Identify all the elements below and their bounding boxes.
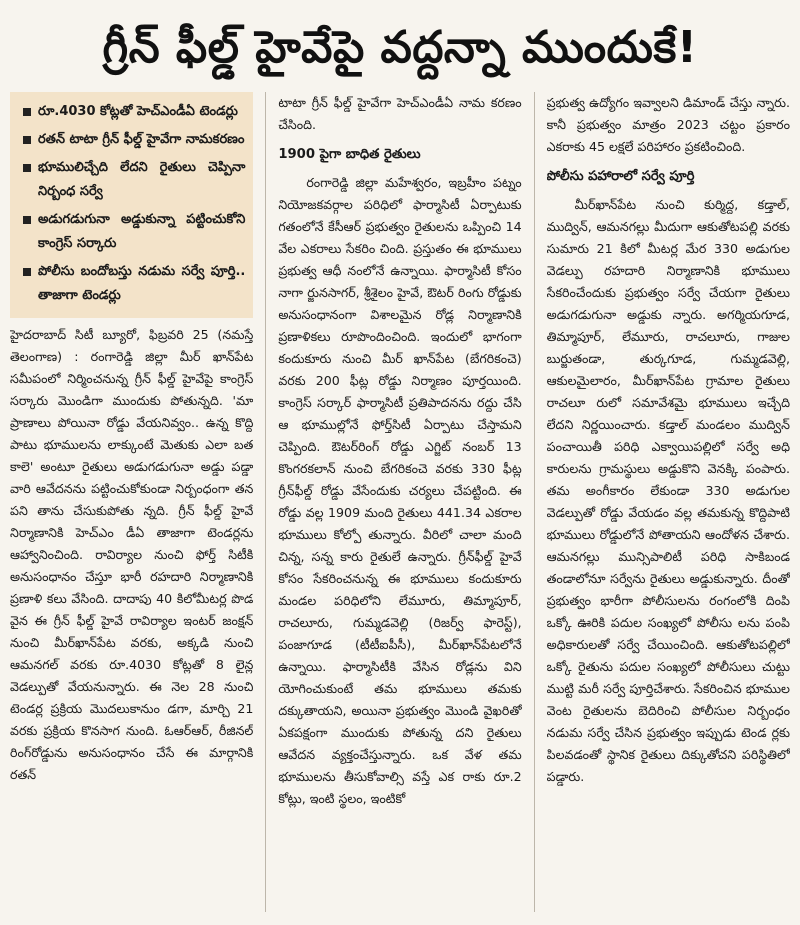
- headline: గ్రీన్ ఫీల్డ్ హైవేపై వద్దన్నా ముందుకే!: [102, 22, 698, 73]
- body-paragraph: రంగారెడ్డి జిల్లా మహేశ్వరం, ఇబ్రహీం పట్నం నియోజకవర్గాల పరిధిలో ఫార్మాసిటీ ఏర్పాటుకు గతంలోనే కేసీఆర్ ప్రభుత్వం రైతులను ఒప్పించి 14 వేల ఎకరాలు సేకరిం చింది. ప్రస్తుతం ఈ భూములు ప్రభుత్వ ఆధీ నంలోనే ఉన్నాయి. ఫార్మాసిటీ కోసం నాగా ర్జునసాగర్, శ్రీశైలం హైవే, ఔటర్ రింగు రోడ్డుకు అనుసంధానంగా విశాలమైన రోడ్ల నిర్మాణానికి ప్రణాళికలు రూపొందించింది. ఇందులో భాగంగా కందుకూరు నుంచి మీర్ ఖాన్‌పేట (బేగరికంచె) వరకు 200 ఫీట్ల రోడ్డు నిర్మాణం పూర్తయింది. కాంగ్రెస్ సర్కార్ ఫార్మాసిటీ ప్రతిపాదనను రద్దు చేసి ఆ భూముల్లోనే ఫోర్త్‌సిటీ ఏర్పాటు చేస్తామని చెప్పింది. ఔటర్‌రింగ్ రోడ్డు ఎగ్జిట్ నంబర్ 13 కొంగరకలాన్ నుంచి బేగరికంచె వరకు 330 ఫీట్ల గ్రీన్‌ఫీల్డ్ రోడ్డు వేసేందుకు చర్యలు చేపట్టింది. ఈ రోడ్డు వల్ల 1909 మంది రైతులు 441.34 ఎకరాల భూములు కోల్పో తున్నారు. వీరిలో చాలా మంది చిన్న, సన్న కారు రైతులే ఉన్నారు. గ్రీన్‌ఫీల్డ్ హైవే కోసం సేకరించనున్న ఈ భూములు కందుకూరు మండల పరిధిలోని లేమూరు, తిమ్మాపూర్, రాచలూరు, గుమ్మడవెల్లి (రిజర్వ్ ఫారెస్ట్), పంజాగూడ (టీటీఐపీసీ), మీర్‌ఖాన్‌పేటలోనే ఉన్నాయి. ఫార్మాసిటీకి వేసిన రోడ్లను విని యోగించుకుంటే తమ భూములు తమకు దక్కుతాయని, అయినా ప్రభుత్వం మొండి వైఖరితో ఏకపక్షంగా ముందుకు పోతున్న దని రైతులు ఆవేదన వ్యక్తంచేస్తున్నారు. ఒక వేళ తమ భూములను తీసుకోవాల్సి వస్తే ఎక రాకు రూ.2 కోట్లు, ఇంటి స్థలం, ఇంటికో: [278, 175, 522, 806]
- summary-list: [20, 100, 245, 308]
- body-paragraph: ప్రభుత్వ ఉద్యోగం ఇవ్వాలని డిమాండ్ చేస్తు న్నారు. కానీ ప్రభుత్వం మాత్రం 2023 చట్టం ప్రకారం ఎకరాకు 45 లక్షలే పరిహారం ప్రకటించింది.: [546, 95, 790, 154]
- summary-item: అడుగడుగునా అడ్డుకున్నా పట్టించుకోని కాంగ్రెస్ సర్కారు: [20, 208, 245, 256]
- summary-item: రూ.4030 కోట్లతో హెచ్ఎండీఏ టెండర్లు: [20, 100, 245, 124]
- summary-item: రతన్ టాటా గ్రీన్ ఫీల్డ్ హైవేగా నామకరణం: [20, 128, 245, 152]
- summary-box: [10, 92, 253, 318]
- column-1: [10, 92, 253, 912]
- column-divider: [534, 92, 535, 912]
- column-2: [278, 92, 521, 912]
- article-columns: [10, 92, 790, 912]
- column-3: [547, 92, 790, 912]
- body-paragraph: టాటా గ్రీన్ ఫీల్డ్ హైవేగా హెచ్ఎండీఏ నామ కరణం చేసింది.: [278, 95, 522, 132]
- summary-item: భూములిచ్చేది లేదని రైతులు చెప్పినా నిర్బంధ సర్వే: [20, 156, 245, 204]
- body-paragraph: హైదరాబాద్ సిటీ బ్యూరో, ఫిబ్రవరి 25 (నమస్తే తెలంగాణ) : రంగారెడ్డి జిల్లా మీర్ ఖాన్‌పేట సమీపంలో నిర్మించనున్న గ్రీన్ ఫీల్డ్ హైవేపై కాంగ్రెస్ సర్కారు మొండిగా ముందుకు పోతున్నది. 'మా ప్రాణాలు పోయినా రోడ్డు వేయనివ్వం.. ఉన్న కొద్ది పాటు భూములను లాక్కుంటే మెతుకు ఎలా బత కాలె' అంటూ రైతులు అడుగడుగునా అడ్డు పడ్డా వారి ఆవేదనను పట్టించుకోకుండా నిర్బంధంగా తన పని తాను చేసుకుపోతు న్నది. గ్రీన్ ఫీల్డ్ హైవే నిర్మాణానికి హెచ్ఎం డీఏ తాజాగా టెండర్లను ఆహ్వానించింది. రావిర్యాల నుంచి ఫోర్త్ సిటీకి అనుసంధానం చేస్తూ భారీ రహదారి నిర్మాణానికి ప్రణాళి కలు వేసింది. దాదాపు 40 కిలోమీటర్ల పొడ వైన ఈ గ్రీన్ ఫీల్డ్ హైవే రావిర్యాల ఇంటర్ జంక్షన్ నుంచి మీర్‌ఖాన్‌పేట వరకు, అక్కడి నుంచి ఆమనగల్ వరకు రూ.4030 కోట్లతో 8 లైన్ల వెడల్పుతో వేయనున్నారు. ఈ నెల 28 నుంచి టెండర్ల ప్రక్రియ మొదలుకానుం డగా, మార్చి 21 వరకు ప్రక్రియ కొనసాగ నుంది. ఓఆర్ఆర్, రీజినల్ రింగ్‌రోడ్డును అనుసంధానం చేసే ఈ మార్గానికి రతన్: [10, 327, 254, 782]
- summary-item: పోలీసు బందోబస్తు నడుమ సర్వే పూర్తి.. తాజాగా టెండర్లు: [20, 260, 245, 308]
- subheading: 1900 పైగా బాధిత రైతులు: [278, 147, 421, 162]
- column-divider: [265, 92, 266, 912]
- body-paragraph: మీర్‌ఖాన్‌పేట నుంచి కుర్మిద్ద, కడ్తాల్, ముద్విన్, ఆమనగల్లు మీదుగా ఆకుతోటపల్లి వరకు సుమారు 21 కిలో మీటర్ల మేర 330 అడుగుల వెడల్పు రహదారి నిర్మాణానికి భూములు సేకరించేందుకు ప్రభుత్వం సర్వే చేయగా రైతులు అడుగడుగునా అడ్డుకు న్నారు. అగర్మియగూడ, తిమ్మాపూర్, లేమూరు, రాచలూరు, గాజుల బుర్జుతండా, తుర్కగూడ, గుమ్మడవెల్లి, ఆకులమైలారం, మీర్‌ఖాన్‌పేట గ్రామాల రైతులు రాచలూ రులో సమావేశమై భూములు ఇచ్చేది లేదని నిర్ణయించారు. కడ్తాల్ మండలం ముద్విన్ పంచాయితీ పరిధి ఎక్వాయిపల్లిలో సర్వే అధి కారులను గ్రామస్థులు అడ్డుకొని వెనక్కి పంపారు. తమ అంగీకారం లేకుండా 330 అడుగుల వెడల్పుతో రోడ్డు వేయడం వల్ల తమకున్న కొద్దిపాటి భూములు రోడ్డులోనే పోతాయని ఆందోళన చేశారు. ఆమనగల్లు మున్సిపాలిటీ పరిధి సాకిబండ తండాలోనూ సర్వేను రైతులు అడ్డుకున్నారు. దీంతో ప్రభుత్వం భారీగా పోలీసులను రంగంలోకి దింపి ఒక్కో ఊరికి పదుల సంఖ్యలో పోలీసు లను పంపి అధికారులతో సర్వే చేయించింది. ఆకుతోటపల్లిలో ఒక్కో రైతును పదుల సంఖ్యలో పోలీసులు చుట్టు ముట్టి మరీ సర్వే పూర్తిచేశారు. సేకరించిన భూముల వెంట రైతులను బెదిరించి పోలీసుల నిర్బంధం నడుమ సర్వే చేసిన ప్రభుత్వం ఇప్పుడు టెండ ర్లకు పిలవడంతో స్థానిక రైతులు దిక్కుతోచని పరిస్థితిలో పడ్డారు.: [546, 197, 790, 784]
- subheading: పోలీసు పహారాలో సర్వే పూర్తి: [546, 169, 695, 184]
